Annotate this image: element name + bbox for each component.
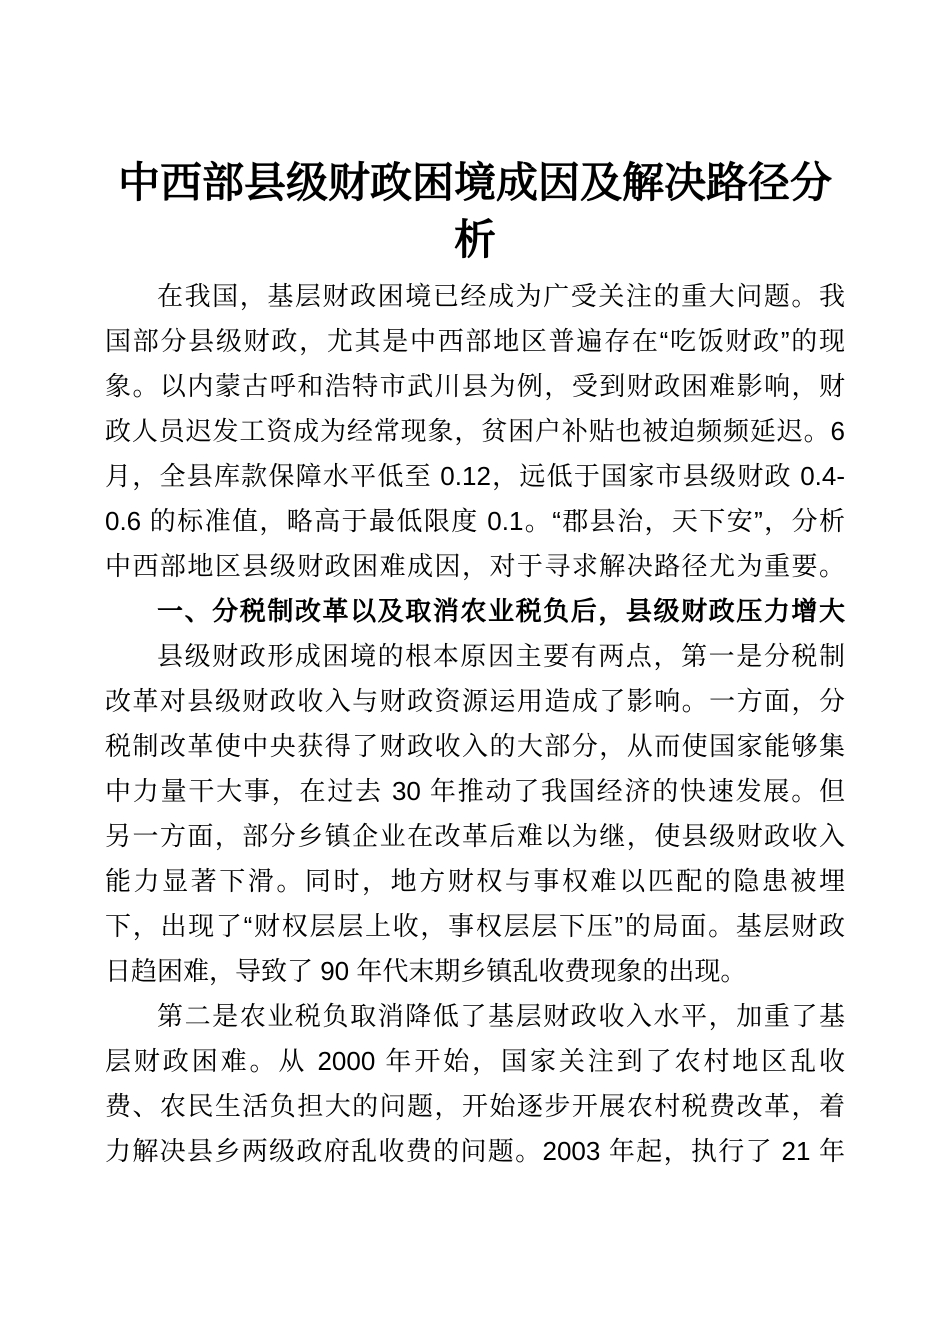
body-paragraph <box>105 634 845 994</box>
title-line: 析 <box>453 218 496 264</box>
text-line: 费、农民生活负担大的问题，开始逐步开展农村税费改革，着 <box>105 1091 845 1121</box>
text-line: 日趋困难，导致了 90 年代末期乡镇乱收费现象的出现。 <box>105 956 747 986</box>
section-heading <box>105 589 845 634</box>
text-line: 在我国，基层财政困境已经成为广受关注的重大问题。我 <box>157 281 845 311</box>
text-line: 下，出现了“财权层层上收，事权层层下压”的局面。基层财政 <box>105 911 845 941</box>
text-line: 0.6 的标准值，略高于最低限度 0.1。“郡县治，天下安”，分析 <box>105 506 845 536</box>
text-line: 县级财政形成困境的根本原因主要有两点，第一是分税制 <box>157 641 845 671</box>
document-title <box>105 156 845 270</box>
body-paragraph <box>105 274 845 589</box>
text-line: 税制改革使中央获得了财政收入的大部分，从而使国家能够集 <box>105 731 845 761</box>
text-line: 另一方面，部分乡镇企业在改革后难以为继，使县级财政收入 <box>105 821 845 851</box>
text-line: 改革对县级财政收入与财政资源运用造成了影响。一方面，分 <box>105 686 845 716</box>
text-line: 中力量干大事，在过去 30 年推动了我国经济的快速发展。但 <box>105 776 845 806</box>
text-line: 层财政困难。从 2000 年开始，国家关注到了农村地区乱收 <box>105 1046 845 1076</box>
document-body <box>105 274 845 1174</box>
text-line: 能力显著下滑。同时，地方财权与事权难以匹配的隐患被埋 <box>105 866 845 896</box>
text-line: 力解决县乡两级政府乱收费的问题。2003 年起，执行了 21 年 <box>105 1136 845 1166</box>
text-line: 象。以内蒙古呼和浩特市武川县为例，受到财政困难影响，财 <box>105 371 845 401</box>
text-line: 中西部地区县级财政困难成因，对于寻求解决路径尤为重要。 <box>105 551 845 581</box>
text-line: 月，全县库款保障水平低至 0.12，远低于国家市县级财政 0.4- <box>105 461 845 491</box>
title-line: 中西部县级财政困境成因及解决路径分 <box>117 161 832 207</box>
text-line: 一、分税制改革以及取消农业税负后，县级财政压力增大 <box>157 596 845 626</box>
text-line: 国部分县级财政，尤其是中西部地区普遍存在“吃饭财政”的现 <box>105 326 845 356</box>
body-paragraph <box>105 994 845 1174</box>
text-line: 政人员迟发工资成为经常现象，贫困户补贴也被迫频频延迟。6 <box>105 416 845 446</box>
text-line: 第二是农业税负取消降低了基层财政收入水平，加重了基 <box>157 1001 845 1031</box>
